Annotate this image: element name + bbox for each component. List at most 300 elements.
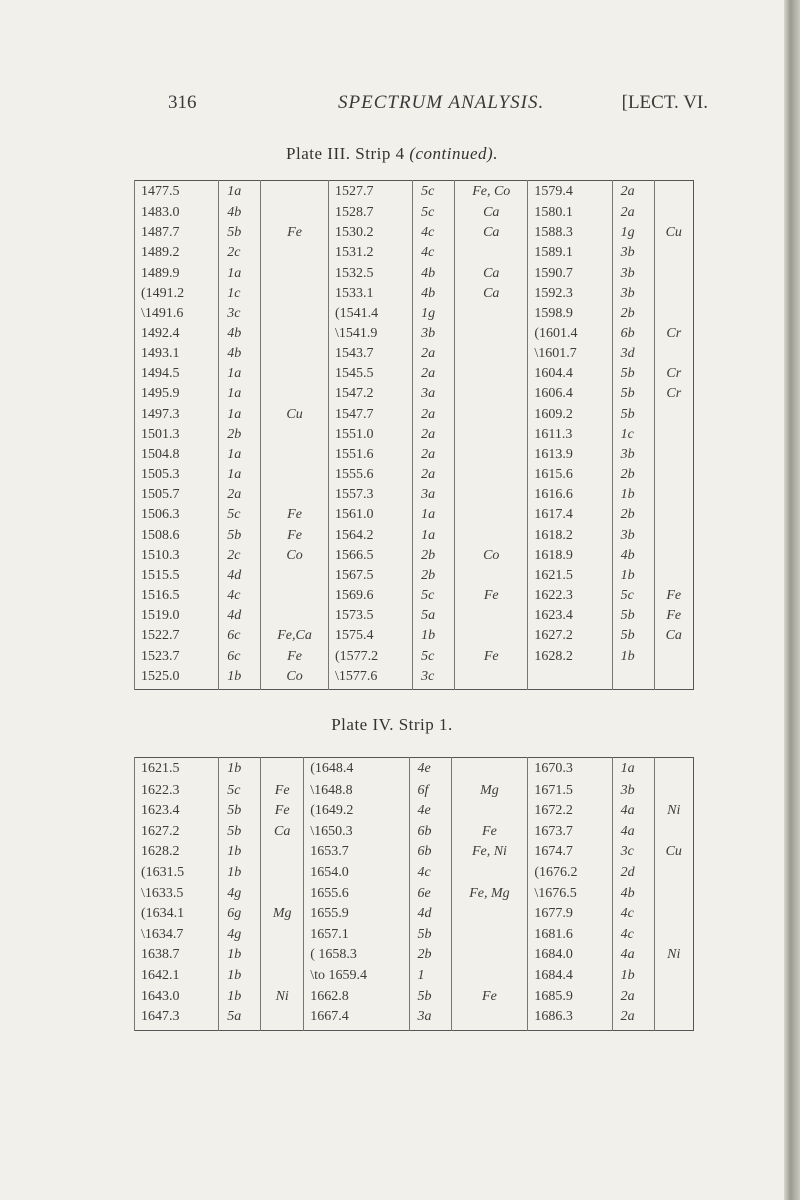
intensity-cell: 3c bbox=[612, 844, 654, 865]
element-cell: Cr bbox=[654, 326, 693, 346]
element-cell: Fe bbox=[455, 588, 528, 608]
wavelength-cell: 1653.7 bbox=[304, 844, 409, 865]
table-row bbox=[135, 1009, 694, 1030]
wavelength-cell: 1628.2 bbox=[135, 844, 219, 865]
element-cell: Ca bbox=[455, 286, 528, 306]
intensity-cell: 1 bbox=[409, 968, 451, 989]
wavelength-cell: 1604.4 bbox=[528, 366, 612, 386]
element-cell: Fe bbox=[261, 783, 304, 804]
wavelength-cell: 1618.9 bbox=[528, 548, 612, 568]
intensity-cell: 5b bbox=[612, 608, 654, 628]
table-row bbox=[135, 844, 694, 865]
table-row bbox=[135, 205, 694, 225]
wavelength-cell: (1648.4 bbox=[304, 758, 409, 783]
element-cell bbox=[261, 366, 329, 386]
wavelength-cell: 1573.5 bbox=[328, 608, 412, 628]
wavelength-cell: 1621.5 bbox=[135, 758, 219, 783]
element-cell bbox=[261, 266, 329, 286]
intensity-cell: 5c bbox=[413, 205, 455, 225]
element-cell: Cu bbox=[654, 225, 693, 245]
plate4-title bbox=[0, 715, 784, 735]
element-cell: Fe bbox=[451, 989, 528, 1010]
intensity-cell: 1b bbox=[612, 968, 654, 989]
wavelength-cell: 1495.9 bbox=[135, 386, 219, 406]
intensity-cell: 2a bbox=[612, 1009, 654, 1030]
intensity-cell: 2a bbox=[413, 407, 455, 427]
element-cell bbox=[654, 649, 693, 669]
intensity-cell: 5b bbox=[612, 366, 654, 386]
intensity-cell: 1b bbox=[219, 669, 261, 690]
intensity-cell: 4d bbox=[219, 608, 261, 628]
table-row bbox=[135, 467, 694, 487]
wavelength-cell: 1670.3 bbox=[528, 758, 612, 783]
wavelength-cell: 1489.9 bbox=[135, 266, 219, 286]
plate3-title bbox=[0, 144, 784, 164]
intensity-cell: 5b bbox=[409, 927, 451, 948]
wavelength-cell bbox=[528, 669, 612, 690]
table-row bbox=[135, 906, 694, 927]
wavelength-cell: 1609.2 bbox=[528, 407, 612, 427]
element-cell bbox=[261, 844, 304, 865]
intensity-cell: 2b bbox=[612, 306, 654, 326]
intensity-cell: 1a bbox=[413, 528, 455, 548]
table-row bbox=[135, 649, 694, 669]
wavelength-cell: (1676.2 bbox=[528, 865, 612, 886]
wavelength-cell: (1541.4 bbox=[328, 306, 412, 326]
element-cell bbox=[455, 366, 528, 386]
intensity-cell: 2b bbox=[413, 568, 455, 588]
intensity-cell: 1b bbox=[219, 947, 261, 968]
table-row bbox=[135, 507, 694, 527]
wavelength-cell: 1643.0 bbox=[135, 989, 219, 1010]
wavelength-cell: (1649.2 bbox=[304, 803, 409, 824]
element-cell bbox=[261, 865, 304, 886]
intensity-cell: 4d bbox=[219, 568, 261, 588]
wavelength-cell: 1686.3 bbox=[528, 1009, 612, 1030]
table-row bbox=[135, 886, 694, 907]
wavelength-cell: \1601.7 bbox=[528, 346, 612, 366]
element-cell bbox=[654, 306, 693, 326]
intensity-cell: 2d bbox=[612, 865, 654, 886]
wavelength-cell: 1615.6 bbox=[528, 467, 612, 487]
intensity-cell: 5b bbox=[219, 528, 261, 548]
plate4-title-text: Plate IV. Strip 1. bbox=[331, 715, 453, 734]
wavelength-cell: ( 1658.3 bbox=[304, 947, 409, 968]
intensity-cell: 4c bbox=[612, 906, 654, 927]
wavelength-cell: 1551.6 bbox=[328, 447, 412, 467]
element-cell bbox=[455, 346, 528, 366]
element-cell bbox=[261, 286, 329, 306]
wavelength-cell: 1492.4 bbox=[135, 326, 219, 346]
element-cell: Mg bbox=[451, 783, 528, 804]
wavelength-cell: 1657.1 bbox=[304, 927, 409, 948]
element-cell bbox=[455, 306, 528, 326]
intensity-cell: 1b bbox=[219, 989, 261, 1010]
wavelength-cell: 1621.5 bbox=[528, 568, 612, 588]
wavelength-cell: 1516.5 bbox=[135, 588, 219, 608]
wavelength-cell: 1523.7 bbox=[135, 649, 219, 669]
intensity-cell: 2b bbox=[612, 467, 654, 487]
table-row bbox=[135, 306, 694, 326]
wavelength-cell: 1667.4 bbox=[304, 1009, 409, 1030]
wavelength-cell: 1588.3 bbox=[528, 225, 612, 245]
wavelength-cell: 1489.2 bbox=[135, 245, 219, 265]
wavelength-cell: 1566.5 bbox=[328, 548, 412, 568]
wavelength-cell: 1654.0 bbox=[304, 865, 409, 886]
intensity-cell: 3b bbox=[612, 245, 654, 265]
table-row bbox=[135, 447, 694, 467]
element-cell bbox=[451, 947, 528, 968]
element-cell: Cr bbox=[654, 366, 693, 386]
wavelength-cell: 1617.4 bbox=[528, 507, 612, 527]
table-row bbox=[135, 803, 694, 824]
intensity-cell: 4c bbox=[612, 927, 654, 948]
table-row bbox=[135, 225, 694, 245]
element-cell bbox=[261, 947, 304, 968]
wavelength-cell: 1628.2 bbox=[528, 649, 612, 669]
element-cell bbox=[261, 467, 329, 487]
element-cell: Fe,Ca bbox=[261, 628, 329, 648]
intensity-cell: 3c bbox=[413, 669, 455, 690]
element-cell bbox=[261, 447, 329, 467]
intensity-cell: 3a bbox=[413, 487, 455, 507]
intensity-cell: 1c bbox=[219, 286, 261, 306]
intensity-cell: 3b bbox=[612, 447, 654, 467]
element-cell bbox=[654, 427, 693, 447]
table-row bbox=[135, 266, 694, 286]
intensity-cell: 1a bbox=[219, 386, 261, 406]
wavelength-cell: 1515.5 bbox=[135, 568, 219, 588]
wavelength-cell: 1580.1 bbox=[528, 205, 612, 225]
element-cell bbox=[451, 865, 528, 886]
table-row bbox=[135, 346, 694, 366]
intensity-cell: 6g bbox=[219, 906, 261, 927]
wavelength-cell: 1557.3 bbox=[328, 487, 412, 507]
intensity-cell: 2b bbox=[219, 427, 261, 447]
wavelength-cell: 1543.7 bbox=[328, 346, 412, 366]
intensity-cell: 2b bbox=[612, 507, 654, 527]
wavelength-cell: 1487.7 bbox=[135, 225, 219, 245]
intensity-cell: 3a bbox=[413, 386, 455, 406]
intensity-cell: 6c bbox=[219, 649, 261, 669]
intensity-cell: 4g bbox=[219, 886, 261, 907]
intensity-cell: 6f bbox=[409, 783, 451, 804]
element-cell: Fe, Mg bbox=[451, 886, 528, 907]
intensity-cell: 1a bbox=[612, 758, 654, 783]
element-cell: Co bbox=[261, 669, 329, 690]
intensity-cell: 5a bbox=[413, 608, 455, 628]
element-cell bbox=[654, 181, 693, 206]
element-cell: Fe, Ni bbox=[451, 844, 528, 865]
intensity-cell: 1b bbox=[413, 628, 455, 648]
table-row bbox=[135, 989, 694, 1010]
intensity-cell: 4c bbox=[413, 225, 455, 245]
wavelength-cell: 1590.7 bbox=[528, 266, 612, 286]
intensity-cell: 6b bbox=[409, 824, 451, 845]
intensity-cell: 4e bbox=[409, 803, 451, 824]
wavelength-cell: 1647.3 bbox=[135, 1009, 219, 1030]
element-cell bbox=[654, 528, 693, 548]
element-cell bbox=[451, 803, 528, 824]
element-cell bbox=[261, 427, 329, 447]
wavelength-cell: \1491.6 bbox=[135, 306, 219, 326]
wavelength-cell: 1569.6 bbox=[328, 588, 412, 608]
element-cell: Ca bbox=[261, 824, 304, 845]
intensity-cell: 5c bbox=[612, 588, 654, 608]
wavelength-cell: 1531.2 bbox=[328, 245, 412, 265]
wavelength-cell: 1510.3 bbox=[135, 548, 219, 568]
table-row bbox=[135, 669, 694, 690]
table-row bbox=[135, 427, 694, 447]
element-cell bbox=[261, 608, 329, 628]
wavelength-cell: 1598.9 bbox=[528, 306, 612, 326]
element-cell: Fe bbox=[261, 649, 329, 669]
wavelength-cell: 1501.3 bbox=[135, 427, 219, 447]
intensity-cell: 5b bbox=[219, 824, 261, 845]
wavelength-cell: 1551.0 bbox=[328, 427, 412, 447]
element-cell: Ca bbox=[455, 225, 528, 245]
intensity-cell: 2a bbox=[612, 205, 654, 225]
intensity-cell: 3c bbox=[219, 306, 261, 326]
intensity-cell: 1a bbox=[219, 407, 261, 427]
wavelength-cell: 1655.9 bbox=[304, 906, 409, 927]
element-cell: Fe bbox=[654, 588, 693, 608]
element-cell bbox=[455, 528, 528, 548]
intensity-cell: 2a bbox=[413, 366, 455, 386]
element-cell: Fe, Co bbox=[455, 181, 528, 206]
table-row bbox=[135, 181, 694, 206]
element-cell bbox=[654, 548, 693, 568]
element-cell bbox=[261, 1009, 304, 1030]
wavelength-cell: 1505.3 bbox=[135, 467, 219, 487]
wavelength-cell: 1638.7 bbox=[135, 947, 219, 968]
element-cell bbox=[654, 467, 693, 487]
wavelength-cell: 1662.8 bbox=[304, 989, 409, 1010]
wavelength-cell: 1622.3 bbox=[528, 588, 612, 608]
intensity-cell: 5b bbox=[219, 225, 261, 245]
wavelength-cell: 1613.9 bbox=[528, 447, 612, 467]
wavelength-cell: 1575.4 bbox=[328, 628, 412, 648]
wavelength-cell: 1519.0 bbox=[135, 608, 219, 628]
intensity-cell: 4a bbox=[612, 824, 654, 845]
element-cell: Ca bbox=[455, 266, 528, 286]
wavelength-cell: 1545.5 bbox=[328, 366, 412, 386]
wavelength-cell: (1491.2 bbox=[135, 286, 219, 306]
element-cell bbox=[261, 568, 329, 588]
table-row bbox=[135, 245, 694, 265]
wavelength-cell: \1577.6 bbox=[328, 669, 412, 690]
element-cell bbox=[451, 906, 528, 927]
page-number: 316 bbox=[168, 92, 197, 113]
wavelength-cell: \1676.5 bbox=[528, 886, 612, 907]
intensity-cell: 6e bbox=[409, 886, 451, 907]
wavelength-cell: 1623.4 bbox=[528, 608, 612, 628]
element-cell: Ca bbox=[654, 628, 693, 648]
wavelength-cell: (1601.4 bbox=[528, 326, 612, 346]
element-cell: Ni bbox=[261, 989, 304, 1010]
intensity-cell: 4e bbox=[409, 758, 451, 783]
intensity-cell: 5c bbox=[219, 783, 261, 804]
element-cell bbox=[451, 1009, 528, 1030]
intensity-cell: 4d bbox=[409, 906, 451, 927]
wavelength-cell: 1611.3 bbox=[528, 427, 612, 447]
element-cell bbox=[654, 783, 693, 804]
intensity-cell: 4b bbox=[612, 548, 654, 568]
intensity-cell: 4b bbox=[219, 205, 261, 225]
table-row bbox=[135, 968, 694, 989]
intensity-cell: 3b bbox=[612, 528, 654, 548]
intensity-cell: 2a bbox=[612, 181, 654, 206]
wavelength-cell: 1547.2 bbox=[328, 386, 412, 406]
intensity-cell: 1g bbox=[413, 306, 455, 326]
table-row bbox=[135, 865, 694, 886]
table-row bbox=[135, 286, 694, 306]
wavelength-cell: 1592.3 bbox=[528, 286, 612, 306]
wavelength-cell: 1527.7 bbox=[328, 181, 412, 206]
element-cell bbox=[654, 346, 693, 366]
element-cell bbox=[654, 906, 693, 927]
wavelength-cell: 1685.9 bbox=[528, 989, 612, 1010]
wavelength-cell: 1483.0 bbox=[135, 205, 219, 225]
element-cell: Co bbox=[261, 548, 329, 568]
wavelength-cell: 1677.9 bbox=[528, 906, 612, 927]
wavelength-cell: 1532.5 bbox=[328, 266, 412, 286]
table-row bbox=[135, 487, 694, 507]
wavelength-cell: 1671.5 bbox=[528, 783, 612, 804]
table-row bbox=[135, 528, 694, 548]
intensity-cell: 4b bbox=[413, 266, 455, 286]
element-cell bbox=[261, 346, 329, 366]
table-row bbox=[135, 628, 694, 648]
intensity-cell: 3a bbox=[409, 1009, 451, 1030]
intensity-cell: 4a bbox=[612, 803, 654, 824]
intensity-cell: 1a bbox=[219, 266, 261, 286]
element-cell: Fe bbox=[261, 803, 304, 824]
intensity-cell: 1b bbox=[219, 844, 261, 865]
running-header bbox=[168, 92, 708, 116]
intensity-cell: 4c bbox=[219, 588, 261, 608]
element-cell bbox=[654, 865, 693, 886]
wavelength-cell: 1681.6 bbox=[528, 927, 612, 948]
element-cell bbox=[261, 181, 329, 206]
wavelength-cell: 1655.6 bbox=[304, 886, 409, 907]
element-cell bbox=[654, 1009, 693, 1030]
wavelength-cell: 1627.2 bbox=[135, 824, 219, 845]
intensity-cell: 1b bbox=[612, 568, 654, 588]
intensity-cell: 4c bbox=[409, 865, 451, 886]
wavelength-cell: 1684.4 bbox=[528, 968, 612, 989]
wavelength-cell: 1530.2 bbox=[328, 225, 412, 245]
element-cell bbox=[654, 927, 693, 948]
element-cell bbox=[261, 758, 304, 783]
element-cell: Cr bbox=[654, 386, 693, 406]
wavelength-cell: 1606.4 bbox=[528, 386, 612, 406]
intensity-cell: 6b bbox=[612, 326, 654, 346]
element-cell bbox=[654, 507, 693, 527]
intensity-cell: 3b bbox=[612, 266, 654, 286]
element-cell bbox=[455, 427, 528, 447]
wavelength-cell: 1528.7 bbox=[328, 205, 412, 225]
table-row bbox=[135, 824, 694, 845]
wavelength-cell: 1555.6 bbox=[328, 467, 412, 487]
intensity-cell: 1b bbox=[612, 649, 654, 669]
running-title: SPECTRUM ANALYSIS. bbox=[338, 92, 545, 113]
intensity-cell: 1a bbox=[219, 467, 261, 487]
wavelength-cell: 1493.1 bbox=[135, 346, 219, 366]
intensity-cell: 3b bbox=[612, 783, 654, 804]
element-cell bbox=[261, 306, 329, 326]
element-cell: Fe bbox=[261, 507, 329, 527]
wavelength-cell: 1618.2 bbox=[528, 528, 612, 548]
element-cell: Fe bbox=[455, 649, 528, 669]
wavelength-cell: 1494.5 bbox=[135, 366, 219, 386]
wavelength-cell: 1505.7 bbox=[135, 487, 219, 507]
intensity-cell: 4g bbox=[219, 927, 261, 948]
intensity-cell: 3d bbox=[612, 346, 654, 366]
element-cell: Mg bbox=[261, 906, 304, 927]
page-edge bbox=[784, 0, 800, 1200]
element-cell bbox=[261, 968, 304, 989]
element-cell bbox=[261, 326, 329, 346]
wavelength-cell: 1627.2 bbox=[528, 628, 612, 648]
intensity-cell: 2a bbox=[413, 427, 455, 447]
element-cell bbox=[455, 669, 528, 690]
wavelength-cell: 1673.7 bbox=[528, 824, 612, 845]
element-cell bbox=[261, 487, 329, 507]
element-cell: Cu bbox=[654, 844, 693, 865]
element-cell bbox=[654, 487, 693, 507]
intensity-cell: 1b bbox=[219, 758, 261, 783]
intensity-cell: 2a bbox=[413, 447, 455, 467]
intensity-cell: 5c bbox=[413, 588, 455, 608]
element-cell bbox=[455, 608, 528, 628]
plate3-continued: (continued). bbox=[409, 144, 498, 163]
element-cell bbox=[455, 487, 528, 507]
plate3-title-text: Plate III. Strip 4 bbox=[286, 144, 405, 163]
wavelength-cell: 1506.3 bbox=[135, 507, 219, 527]
element-cell bbox=[654, 968, 693, 989]
wavelength-cell: 1567.5 bbox=[328, 568, 412, 588]
element-cell bbox=[455, 568, 528, 588]
intensity-cell: 2b bbox=[409, 947, 451, 968]
table-row bbox=[135, 386, 694, 406]
intensity-cell: 2b bbox=[413, 548, 455, 568]
intensity-cell: 5b bbox=[219, 803, 261, 824]
element-cell bbox=[654, 758, 693, 783]
element-cell bbox=[654, 824, 693, 845]
element-cell bbox=[455, 386, 528, 406]
wavelength-cell: 1674.7 bbox=[528, 844, 612, 865]
element-cell bbox=[261, 245, 329, 265]
wavelength-cell: 1616.6 bbox=[528, 487, 612, 507]
intensity-cell: 5b bbox=[612, 407, 654, 427]
plate4-strip1-table bbox=[134, 757, 694, 1031]
wavelength-cell: \1650.3 bbox=[304, 824, 409, 845]
intensity-cell: 3b bbox=[612, 286, 654, 306]
intensity-cell: 5c bbox=[413, 181, 455, 206]
intensity-cell: 4b bbox=[219, 326, 261, 346]
intensity-cell: 5a bbox=[219, 1009, 261, 1030]
element-cell bbox=[451, 758, 528, 783]
intensity-cell: 1b bbox=[219, 865, 261, 886]
element-cell bbox=[455, 467, 528, 487]
intensity-cell: 1c bbox=[612, 427, 654, 447]
table-row bbox=[135, 758, 694, 783]
intensity-cell: 4b bbox=[413, 286, 455, 306]
table-row bbox=[135, 608, 694, 628]
intensity-cell: 5b bbox=[409, 989, 451, 1010]
element-cell: Cu bbox=[261, 407, 329, 427]
